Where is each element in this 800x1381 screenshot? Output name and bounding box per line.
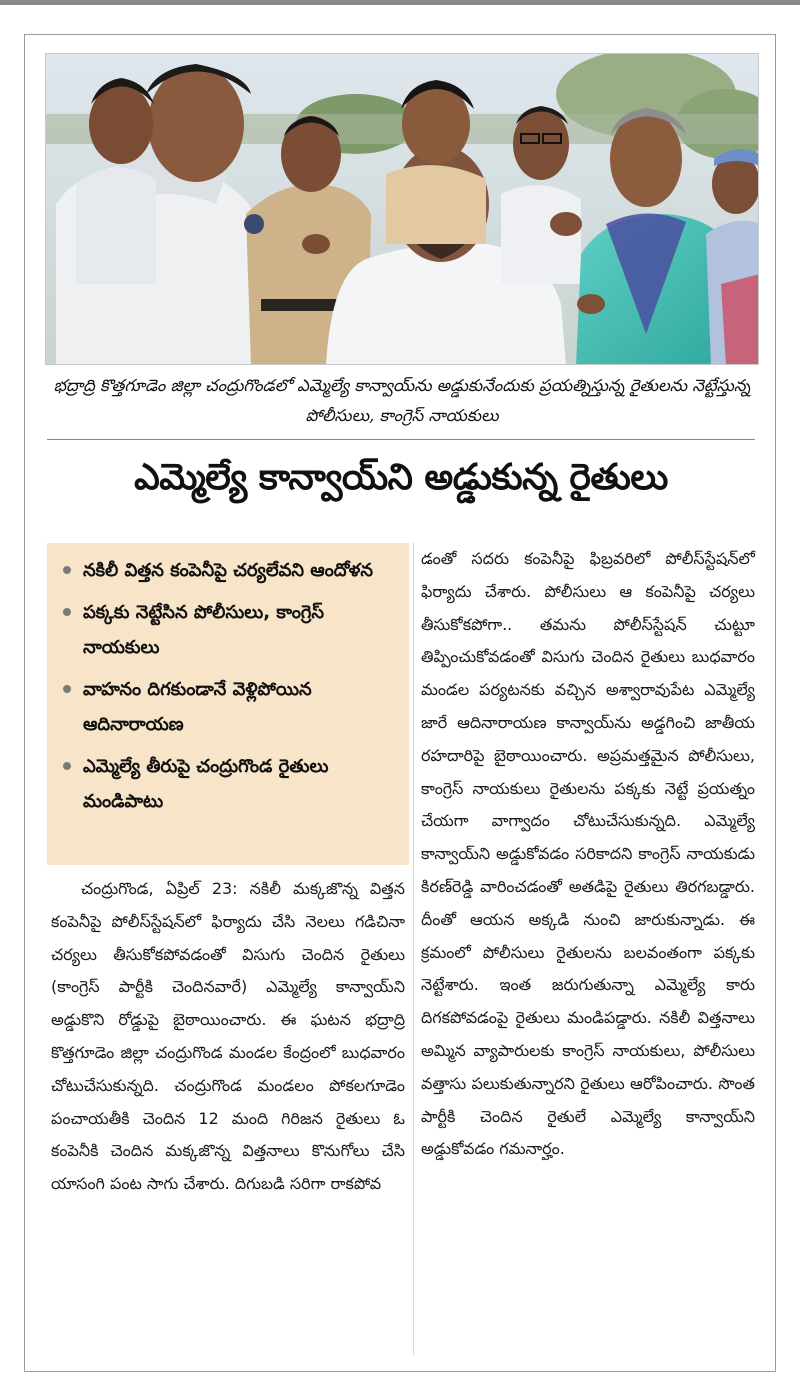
news-clipping — [24, 34, 776, 1372]
highlight-text: పక్కకు నెట్టేసిన పోలీసులు, కాంగ్రెస్ నాయకులు — [83, 601, 324, 658]
highlight-item — [63, 672, 395, 743]
article-body-left: చంద్రుగొండ, ఏప్రిల్ 23: నకిలీ మక్కజొన్న విత్తన కంపెనీపై పోలీస్‌స్టేషన్‌లో ఫిర్యాదు చేసి నెలలు గడిచినా చర్యలు తీసుకోకపోవడంతో విసుగు చెందిన రైతులు (కాంగ్రెస్ పార్టీకి చెందినవారే) ఎమ్మెల్యే కాన్వాయ్‌ని అడ్డుకొని రోడ్డుపై బైఠాయించారు. ఈ ఘటన భద్రాద్రి కొత్తగూడెం జిల్లా చంద్రుగొండ మండల కేంద్రంలో బుధవారం చోటుచేసుకున్నది. చంద్రుగొండ మండలం పోకలగూడెం పంచాయతీకి చెందిన 12 మంది గిరిజన రైతులు ఓ కంపెనీకి చెందిన మక్కజొన్న విత్తనాలు కొనుగోలు చేసి యాసంగి పంట సాగు చేశారు. దిగుబడి సరిగా రాకపోవ — [51, 879, 405, 1194]
article-body-right: డంతో సదరు కంపెనీపై ఫిబ్రవరిలో పోలీస్‌స్టేషన్‌లో ఫిర్యాదు చేశారు. పోలీసులు ఆ కంపెనీపై చర్యలు తీసుకోకపోగా.. తమను పోలీస్‌స్టేషన్ చుట్టూ తిప్పించుకోవడంతో విసుగు చెందిన రైతులు బుధవారం మండల పర్యటనకు వచ్చిన అశ్వారావుపేట ఎమ్మెల్యే జారే ఆదినారాయణ కాన్వాయ్‌ను అడ్డగించి జాతీయ రహదారిపై బైఠాయించారు. అప్రమత్తమైన పోలీసులు, కాంగ్రెస్ నాయకులు రైతులను పక్కకు నెట్టే ప్రయత్నం చేయగా వాగ్వాదం చోటుచేసుకున్నది. ఎమ్మెల్యే కాన్వాయ్‌ని అడ్డుకోవడం సరికాదని కాంగ్రెస్ నాయకుడు కిరణ్‌రెడ్డి వారించడంతో అతడిపై రైతులు తిరగబడ్డారు. దీంతో ఆయన అక్కడి నుంచి జారుకున్నాడు. ఈ క్రమంలో పోలీసులు రైతులను బలవంతంగా పక్కకు నెట్టేశారు. ఇంత జరుగుతున్నా ఎమ్మెల్యే కారు దిగకపోవడంపై రైతులు మండిపడ్డారు. నకిలీ విత్తనాలు అమ్మిన వ్యాపారులకు కాంగ్రెస్ నాయకులు, పోలీసులు వత్తాసు పలుకుతున్నారని రైతులు ఆరోపించారు. సొంత పార్టీకి చెందిన రైతులే ఎమ్మెల్యే కాన్వాయ్‌ని అడ్డుకోవడం గమనార్హం. — [421, 549, 755, 1159]
highlight-item — [63, 749, 395, 820]
photo-caption: భద్రాద్రి కొత్తగూడెం జిల్లా చంద్రుగొండలో ఎమ్మెల్యే కాన్వాయ్‌ను అడ్డుకునేందుకు ప్రయత్నిస్తున్న రైతులను నెట్టేస్తున్న పోలీసులు, కాంగ్రెస్ నాయకులు — [53, 376, 751, 425]
bullet-icon — [63, 608, 71, 616]
highlight-text: నకిలీ విత్తన కంపెనీపై చర్యలేవని ఆందోళన — [83, 560, 373, 581]
highlight-item — [63, 595, 395, 666]
bullet-icon — [63, 762, 71, 770]
page-top-bar — [0, 0, 800, 5]
caption-divider — [47, 439, 755, 440]
column-divider — [413, 543, 414, 1355]
highlight-text: వాహనం దిగకుండానే వెళ్లిపోయిన ఆదినారాయణ — [83, 678, 312, 735]
highlight-item — [63, 553, 395, 589]
news-photo — [45, 53, 759, 365]
bullet-icon — [63, 566, 71, 574]
bullet-icon — [63, 685, 71, 693]
highlight-text: ఎమ్మెల్యే తీరుపై చంద్రుగొండ రైతులు మండిపాటు — [83, 755, 329, 812]
headline: ఎమ్మెల్యే కాన్వాయ్‌ని అడ్డుకున్న రైతులు — [134, 457, 668, 498]
highlights-box — [47, 543, 409, 865]
